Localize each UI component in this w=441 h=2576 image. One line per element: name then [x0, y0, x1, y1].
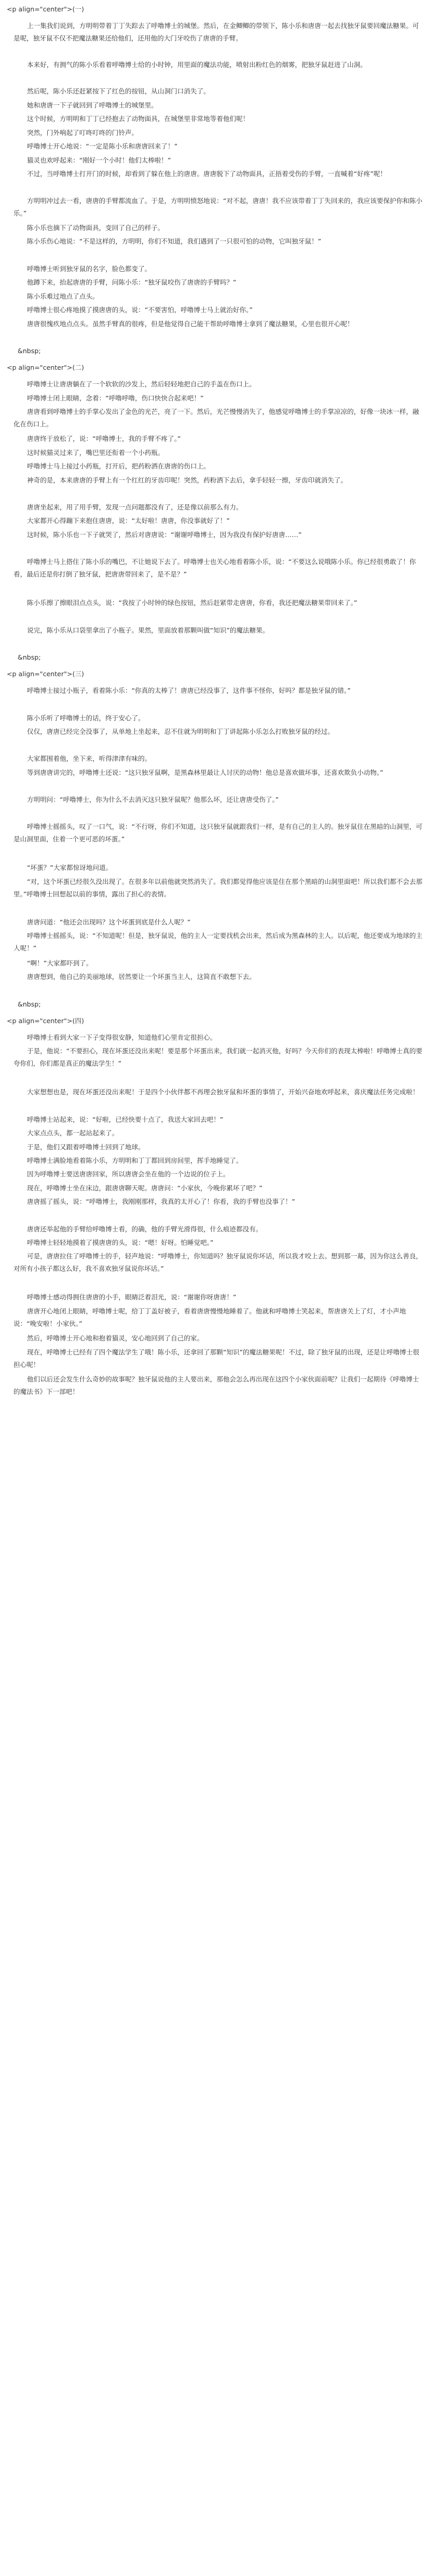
- paragraph: 这时候，陈小乐也一下子就哭了，然后对唐唐说：“谢谢呼噜博士，因为我没有保护好唐唐……”: [27, 531, 302, 539]
- section-heading-3: <p align="center">(三): [7, 670, 84, 678]
- paragraph: 然后，呼噜博士开心地和抱着猫灵，安心地回到了自己的家。: [27, 1334, 204, 1342]
- paragraph: 唐唐坐起来，用了用手臂，发现一点问题都没有了，还是像以前那么有力。: [27, 503, 243, 511]
- paragraph: 方明明问：“呼噜博士，你为什么不去消灭这只独牙鼠呢？他那么坏，还让唐唐受伤了。”: [27, 796, 279, 803]
- paragraph: 这时候猫灵过来了，嘴巴里还衔着一个小药瓶。: [27, 449, 164, 457]
- paragraph: 唐唐摇了摇头，说：“呼噜博士，我刚刚那样，我真的太开心了！你看，我的手臂也没事了！”: [27, 1198, 295, 1205]
- paragraph: 他蹲下来，抬起唐唐的手臂，问陈小乐：“独牙鼠咬伤了唐唐的手臂吗？”: [27, 278, 237, 286]
- paragraph: 猫灵也欢呼起来：“刚好一个小时！他们太棒啦！”: [27, 156, 171, 164]
- paragraph: 陈小乐难过地点了点头。: [27, 292, 99, 300]
- paragraph: 方明明冲过去一看，唐唐的手臂都流血了。于是，方明明愤怒地说：“对不起，唐唐！我不应该带着丁丁失回来的，我应该要保护你和陈小乐。”: [13, 197, 423, 217]
- section-heading-2: <p align="center">(二): [7, 364, 84, 371]
- paragraph: “啊！”大家都吓到了。: [27, 959, 93, 967]
- paragraph: 呼噜博士轻轻地摸着了摸唐唐的头，说：“嗯！好呀。怕睡觉吧。”: [27, 1239, 214, 1246]
- paragraph: 上一集我们说到，方明明带着丁丁失踪去了呼噜博士的城堡。然后，在金鲫鲫的带领下，陈小乐和唐唐一起去找独牙鼠要回魔法糖果。可是呢，独牙鼠不仅不把魔法糖果还给他们，还用他的大门牙咬伤了唐唐的手臂。: [13, 22, 419, 42]
- paragraph: 陈小乐听了呼噜博士的话，终于安心了。: [27, 714, 145, 722]
- paragraph: 他们以后还会发生什么奇妙的故事呢？独牙鼠说他的主人要出来，那他会怎么再出现在这四个小家伙面前呢？让我们一起期待《呼噜博士的魔法书》下一部吧！: [13, 1375, 419, 1396]
- paragraph: 呼噜博士开心地说：“一定是陈小乐和唐唐回来了！”: [27, 142, 178, 150]
- paragraph: 呼噜博士站起来，说：“好啦，已经快要十点了，我送大家回去吧！”: [27, 1116, 224, 1123]
- paragraph: “坏蛋？”大家都惊讶地问道。: [27, 864, 113, 871]
- paragraph: 等到唐唐讲完的，呼噜博士还说：“这只独牙鼠啊，是黑森林里最让人讨厌的动物！他总是喜欢做坏事，还喜欢欺负小动物。”: [27, 769, 383, 776]
- paragraph: 突然，门外响起了叮咚叮咚的门铃声。: [27, 129, 139, 137]
- paragraph: 唐唐很愧疚地点点头。虽然手臂真的很疼，但是他觉得自己能干帮助呼噜博士拿到了魔法糖果，心里也很开心呢！: [27, 320, 354, 328]
- paragraph: 可是，唐唐拉住了呼噜博士的手，轻声地说：“呼噜博士，你知道吗？独牙鼠说你坏话，所以我才咬上去。想到那一幕，因为你这么善良，对所有小孩子都这么好，我不喜欢独牙鼠说你坏话。”: [13, 1252, 423, 1272]
- paragraph: 现在，呼噜博士已经有了四个魔法学生了哦！陈小乐，还拿回了那颗“知识”的魔法糖果呢！不过，除了独牙鼠的出现，还是让呼噜博士很担心呢！: [13, 1348, 420, 1369]
- paragraph: 呼噜博士闭上眼睛，念着：“呼噜呼噜，伤口快快合起来吧！”: [27, 394, 204, 402]
- paragraph: 陈小乐伤心地说：“不是这样的，方明明，你们不知道，我们遇到了一只很可怕的动物，它叫独牙鼠！”: [27, 237, 322, 245]
- paragraph: 唐唐想到，他自己的美丽地球，居然要让一个坏蛋当主人，这简直不敢想下去。: [27, 973, 256, 981]
- paragraph: 呼噜博士摇摇头，说：“不知道呢！但是，独牙鼠说，他的主人一定要找机会出来，然后成为黑森林的主人。以后呢，他还要成为地球的主人呢！”: [13, 932, 423, 952]
- paragraph: 这个时候，方明明和丁丁已经抱去了动物面具，在城堡里非常地等着他们呢！: [27, 115, 250, 123]
- paragraph: 呼噜博士让唐唐躺在了一个软软的沙发上，然后轻轻地把自己的手盖在伤口上。: [27, 380, 256, 388]
- paragraph: 她和唐唐一下子就回到了呼噜博士的城堡里。: [27, 101, 158, 109]
- paragraph: 大家都开心得蹦下来抱住唐唐，说：“太好啦！唐唐，你没事就好了！”: [27, 517, 230, 525]
- paragraph: 呼噜博士听到独牙鼠的名字，脸色都变了。: [27, 265, 151, 273]
- spacer-nbsp: &nbsp;: [18, 653, 41, 661]
- section-heading-4: <p align="center">(四): [7, 1017, 84, 1025]
- paragraph: 大家点点头，都一起站起来了。: [27, 1129, 119, 1137]
- spacer-nbsp: &nbsp;: [18, 347, 41, 355]
- paragraph: 陈小乐擦了擦眼泪点点头，说：“我按了小时钟的绿色按钮，然后赶紧带走唐唐，你看，我还把魔法糖果带回来了。”: [27, 599, 357, 607]
- paragraph: 呼噜博士感动得拥住唐唐的小手，眼睛泛着泪光，说：“谢谢你呀唐唐！”: [27, 1293, 237, 1301]
- paragraph: 呼噜博士看到大家一下子变得很安静，知道他们心里肯定很担心。: [27, 1034, 217, 1041]
- paragraph: 呼噜博士满脸地看着陈小乐，方明明和丁丁都回到房间里，挥手地睡觉了。: [27, 1157, 243, 1164]
- paragraph: 于是，他说：“不要担心，现在坏蛋还没出来呢！要是那个坏蛋出来，我们就一起消灭他，好吗？今天你们的表现太棒啦！呼噜博士真的要夸你们，你们都是真正的魔法学生！”: [13, 1047, 423, 1067]
- paragraph: 唐唐问道：“他还会出现吗？这个坏蛋到底是什么人呢？”: [27, 918, 191, 926]
- paragraph: 大家都围着他，坐下来，听得津津有味的。: [27, 755, 151, 762]
- paragraph: 因为呼噜博士要送唐唐回家，所以唐唐会坐在他的一个边说的位子上。: [27, 1170, 230, 1178]
- paragraph: 仅仅，唐唐已经完全没事了，从单地上坐起来，忍不住就为明明和丁丁讲起陈小乐怎么打败独牙鼠的经过。: [27, 728, 334, 735]
- paragraph: 呼噜博士接过小瓶子，看着陈小乐：“你真的太棒了！唐唐已经没事了，这件事不怪你，好吗？都是独牙鼠的错。”: [27, 687, 351, 694]
- paragraph: 陈小乐也摘下了动物面具，变回了自己的样子。: [27, 224, 164, 232]
- paragraph: 呼噜博士摇摇头，叹了一口气，说：“不行呀，你们不知道，这只独牙鼠就跟我们一样，是有自己的主人的。独牙鼠住在黑暗的山洞里，可是山洞里面，住着一个更可恶的坏蛋。”: [13, 823, 423, 843]
- paragraph: 然后呢，陈小乐还赶紧按下了红色的按钮，从山洞门口消失了。: [27, 87, 210, 95]
- paragraph: 神奇的是，本来唐唐的手臂上有一个红红的牙齿印呢！突然，药粉洒下去后，拿手轻轻一擦，牙齿印就消失了。: [27, 476, 348, 484]
- paragraph: 本来好，有拥气的陈小乐看着呼噜博士给的小时钟，用里面的魔法功能，喷射出粉红色的烟雾，把独牙鼠赶进了山洞。: [27, 61, 367, 69]
- paragraph: 唐唐开心地闭上眼睛，呼噜博士呢，给丁丁盖好被子，看着唐唐慢慢地睡着了。他就和呼噜博士笑起来，帮唐唐关上了灯，才小声地说：“晚安啦！小家伙。”: [13, 1307, 406, 1327]
- spacer-nbsp: &nbsp;: [18, 1000, 41, 1008]
- paragraph: 唐唐还举起他的手臂给呼噜博士看，的确，他的手臂光滑得很，什么痕迹都没有。: [27, 1225, 263, 1233]
- paragraph: 呼噜博士马上接过小药瓶，打开后，把药粉洒在唐唐的伤口上。: [27, 462, 210, 470]
- paragraph: 呼噜博士马上搭住了陈小乐的嘴巴，不让她说下去了。呼噜博士也关心地看着陈小乐，说：“不要这么说哦陈小乐。你已经很勇敢了！你看，最后还是你打倒了独牙鼠，把唐唐带回来了，是不是？”: [13, 558, 416, 578]
- paragraph: 大家想想也是，现在坏蛋还没出来呢！于是四个小伙伴都不再理会独牙鼠和坏蛋的事情了，开始兴奋地欢呼起来，喜庆魔法任务完成啦！: [27, 1088, 419, 1096]
- paragraph: 唐唐看到呼噜博士的手掌心发出了金色的光芒，亮了一下。然后，光芒慢慢消失了，他感觉呼噜博士的手掌凉凉的，好像一块冰一样，融化在伤口上。: [13, 408, 419, 428]
- paragraph: 说完，陈小乐从口袋里拿出了小瓶子。果然，里面放着那颗叫做“知识”的魔法糖果。: [27, 626, 269, 634]
- paragraph: 于是，他们又跟着呼噜博士回到了地球。: [27, 1143, 145, 1151]
- section-heading-1: <p align="center">(一): [7, 5, 84, 13]
- paragraph: 不过，当呼噜博士打开门的时候，却看到了躲在他上的唐唐。唐唐脱下了动物面具，正捂着受伤的手臂，一直喊着“好疼”呢！: [27, 170, 387, 178]
- paragraph: 现在，呼噜博士坐在床边，跟唐唐聊天呢。唐唐问：“小家伙，今晚你累坏了吧？”: [27, 1184, 263, 1192]
- paragraph: 呼噜博士很心疼地摸了摸唐唐的头，说：“不要害怕，呼噜博士马上就治好你。”: [27, 306, 253, 314]
- paragraph: 唐唐终于放松了，说：“呼噜博士，我的手臂不疼了。”: [27, 435, 181, 442]
- paragraph: “对，这个坏蛋已经很久没出现了。在很多年以前他就突然消失了。我们都觉得他应该是住在那个黑暗的山洞里面吧！所以我们都不会去那里。”呼噜博士回想起以前的事情，露出了担心的表情。: [13, 878, 423, 898]
